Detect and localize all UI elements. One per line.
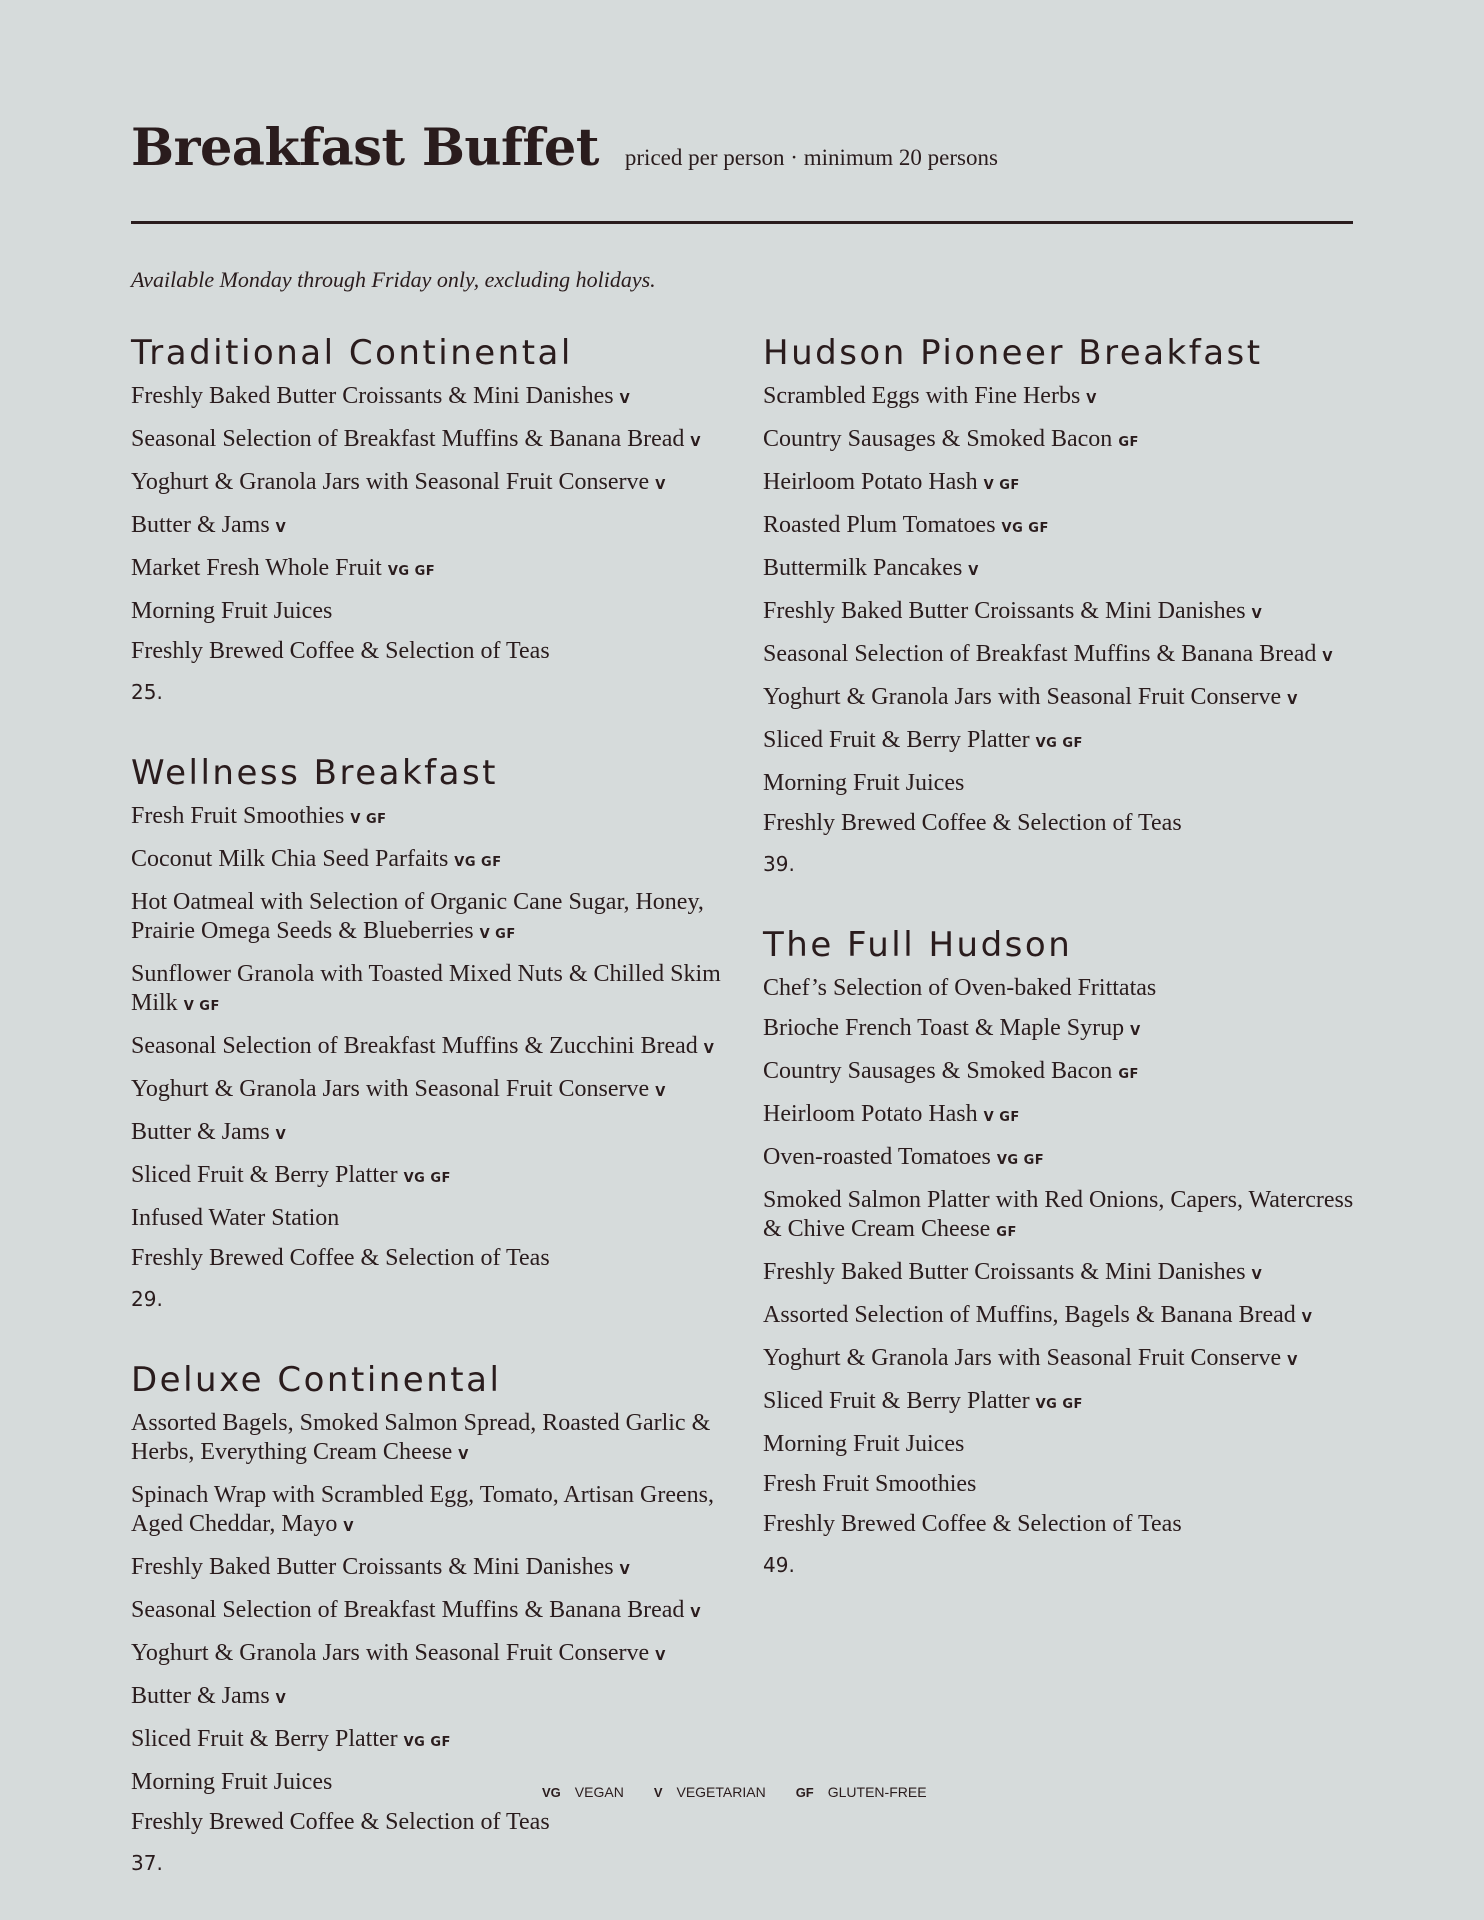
menu-item-name: Seasonal Selection of Breakfast Muffins & Zucchini Bread	[131, 1033, 698, 1059]
section-price: 37.	[131, 1851, 163, 1875]
menu-item	[131, 845, 731, 877]
menu-item-name: Heirloom Potato Hash	[763, 469, 978, 495]
menu-item-name: Sliced Fruit & Berry Platter	[131, 1162, 398, 1188]
availability-note: Available Monday through Friday only, excluding holidays.	[131, 267, 656, 292]
dietary-tag: V	[655, 1649, 666, 1664]
dietary-tag: V	[703, 1042, 715, 1057]
section-price: 39.	[763, 852, 795, 876]
dietary-tag: V	[275, 521, 287, 536]
menu-item-name: Freshly Baked Butter Croissants & Mini Danishes	[763, 1259, 1246, 1285]
menu-item-name: Spinach Wrap with Scrambled Egg, Tomato, Artisan Greens, Aged Cheddar, Mayo	[131, 1482, 715, 1537]
menu-item-name: Buttermilk Pancakes	[763, 555, 963, 581]
menu-item	[763, 511, 1363, 543]
dietary-tag: V GF	[183, 999, 220, 1014]
menu-item	[763, 974, 1363, 1003]
menu-item-name: Freshly Brewed Coffee & Selection of Teas	[131, 638, 550, 664]
menu-item	[131, 1075, 731, 1107]
section-title: Hudson Pioneer Breakfast	[763, 333, 1263, 373]
dietary-tag: V	[690, 435, 701, 450]
menu-item	[131, 802, 731, 834]
menu-item	[131, 888, 731, 949]
section-title: Deluxe Continental	[131, 1360, 502, 1400]
menu-item-name: Morning Fruit Juices	[131, 598, 333, 624]
section-price: 25.	[131, 680, 163, 704]
menu-item	[763, 1510, 1363, 1539]
dietary-tag: V	[1251, 607, 1263, 622]
dietary-tag: V	[1287, 693, 1298, 708]
menu-item	[131, 1596, 731, 1628]
menu-item-name: Brioche French Toast & Maple Syrup	[763, 1015, 1125, 1041]
menu-item-name: Morning Fruit Juices	[763, 1431, 965, 1457]
menu-item	[131, 960, 731, 1021]
menu-item-name: Smoked Salmon Platter with Red Onions, Capers, Watercress & Chive Cream Cheese	[763, 1187, 1354, 1242]
dietary-tag: VG GF	[996, 1153, 1045, 1168]
legend-label: GLUTEN-FREE	[827, 1784, 927, 1800]
dietary-tag: GF	[996, 1225, 1017, 1240]
menu-item	[763, 1430, 1363, 1459]
legend-code: V	[653, 1784, 663, 1800]
menu-item	[131, 1118, 731, 1150]
menu-item-name: Scrambled Eggs with Fine Herbs	[763, 383, 1081, 409]
legend-code: VG	[542, 1784, 561, 1800]
dietary-tag: V	[343, 1520, 354, 1535]
menu-item-name: Seasonal Selection of Breakfast Muffins & Banana Bread	[763, 641, 1317, 667]
menu-item-name: Chef’s Selection of Oven-baked Frittatas	[763, 975, 1157, 1001]
menu-item	[763, 1100, 1363, 1132]
legend-label: VEGETARIAN	[676, 1784, 766, 1800]
menu-item	[131, 1725, 731, 1757]
section-title: Traditional Continental	[131, 333, 573, 373]
menu-item-name: Butter & Jams	[131, 1683, 270, 1709]
menu-item-name: Assorted Selection of Muffins, Bagels & Banana Bread	[763, 1302, 1296, 1328]
menu-item-name: Fresh Fruit Smoothies	[763, 1471, 977, 1497]
page-header	[131, 118, 1353, 178]
menu-item-name: Sunflower Granola with Toasted Mixed Nuts & Chilled Skim Milk	[131, 961, 721, 1016]
menu-item-name: Country Sausages & Smoked Bacon	[763, 1058, 1113, 1084]
menu-item	[763, 1301, 1363, 1333]
menu-item	[763, 769, 1363, 798]
menu-item-name: Butter & Jams	[131, 1119, 270, 1145]
dietary-tag: VG GF	[403, 1735, 451, 1750]
menu-item-name: Seasonal Selection of Breakfast Muffins & Banana Bread	[131, 1597, 685, 1623]
menu-item-name: Coconut Milk Chia Seed Parfaits	[131, 846, 449, 872]
menu-item	[131, 1682, 731, 1714]
menu-item	[763, 1344, 1363, 1376]
dietary-tag: V	[655, 1085, 666, 1100]
dietary-tag: V	[1287, 1354, 1298, 1369]
menu-item	[763, 382, 1363, 414]
menu-item	[763, 425, 1363, 457]
menu-section	[131, 330, 731, 704]
menu-item-name: Yoghurt & Granola Jars with Seasonal Fruit Conserve	[131, 1076, 650, 1102]
page-subtitle: priced per person · minimum 20 persons	[624, 145, 998, 170]
dietary-tag: V	[1130, 1024, 1141, 1039]
menu-item	[763, 597, 1363, 629]
menu-item	[131, 425, 731, 457]
menu-item-name: Freshly Brewed Coffee & Selection of Teas	[131, 1809, 550, 1835]
menu-item	[131, 1553, 731, 1585]
menu-item-name: Freshly Baked Butter Croissants & Mini Danishes	[131, 383, 614, 409]
dietary-tag: V	[619, 1563, 631, 1578]
menu-item	[131, 1409, 731, 1470]
dietary-tag: V	[690, 1606, 701, 1621]
section-price: 29.	[131, 1287, 163, 1311]
menu-item-name: Seasonal Selection of Breakfast Muffins & Banana Bread	[131, 426, 685, 452]
menu-section	[763, 922, 1363, 1577]
menu-item	[763, 554, 1363, 586]
menu-item	[763, 809, 1363, 838]
menu-item-name: Hot Oatmeal with Selection of Organic Cane Sugar, Honey, Prairie Omega Seeds & Blueberries	[131, 889, 704, 944]
menu-item-name: Yoghurt & Granola Jars with Seasonal Fruit Conserve	[763, 684, 1282, 710]
menu-item	[763, 1143, 1363, 1175]
menu-item-name: Freshly Baked Butter Croissants & Mini Danishes	[131, 1554, 614, 1580]
dietary-tag: GF	[1118, 435, 1139, 450]
menu-item-name: Morning Fruit Juices	[763, 770, 965, 796]
header-divider	[131, 221, 1353, 224]
menu-item	[763, 1014, 1363, 1046]
menu-item	[131, 1244, 731, 1273]
dietary-tag: V	[619, 392, 631, 407]
menu-item-name: Assorted Bagels, Smoked Salmon Spread, Roasted Garlic & Herbs, Everything Cream Cheese	[131, 1410, 711, 1465]
menu-item	[763, 726, 1363, 758]
dietary-tag: GF	[1118, 1067, 1139, 1082]
menu-item	[131, 1204, 731, 1233]
menu-item-name: Morning Fruit Juices	[131, 1769, 333, 1795]
dietary-tag: VG GF	[1035, 1397, 1083, 1412]
page-title: Breakfast Buffet	[131, 118, 599, 178]
dietary-tag: VG GF	[403, 1171, 451, 1186]
menu-item-name: Sliced Fruit & Berry Platter	[763, 727, 1030, 753]
menu-item	[131, 637, 731, 666]
menu-item	[763, 1186, 1363, 1247]
menu-item-name: Infused Water Station	[131, 1205, 340, 1231]
legend-code: GF	[795, 1784, 814, 1800]
menu-item-name: Freshly Brewed Coffee & Selection of Teas	[763, 810, 1182, 836]
menu-item	[763, 1258, 1363, 1290]
menu-item	[131, 1808, 731, 1837]
menu-item-name: Yoghurt & Granola Jars with Seasonal Fruit Conserve	[131, 469, 650, 495]
menu-item	[131, 554, 731, 586]
menu-item	[131, 1161, 731, 1193]
dietary-tag: V	[1086, 392, 1097, 407]
dietary-tag: V	[1322, 650, 1333, 665]
menu-item-name: Butter & Jams	[131, 512, 270, 538]
dietary-tag: V GF	[479, 927, 516, 942]
dietary-tag: VG GF	[387, 564, 436, 579]
menu-item-name: Freshly Brewed Coffee & Selection of Teas	[131, 1245, 550, 1271]
menu-item-name: Oven-roasted Tomatoes	[763, 1144, 991, 1170]
menu-item-name: Freshly Baked Butter Croissants & Mini Danishes	[763, 598, 1246, 624]
menu-item	[131, 511, 731, 543]
menu-item-name: Fresh Fruit Smoothies	[131, 803, 345, 829]
menu-section	[763, 330, 1363, 876]
menu-item	[131, 1032, 731, 1064]
menu-item-name: Sliced Fruit & Berry Platter	[131, 1726, 398, 1752]
menu-item	[131, 468, 731, 500]
section-price: 49.	[763, 1553, 795, 1577]
menu-item	[131, 597, 731, 626]
menu-section	[131, 750, 731, 1311]
dietary-tag: V	[655, 478, 666, 493]
menu-item	[763, 1057, 1363, 1089]
dietary-tag: V GF	[983, 478, 1020, 493]
menu-item-name: Yoghurt & Granola Jars with Seasonal Fruit Conserve	[763, 1345, 1282, 1371]
dietary-legend	[542, 1784, 957, 1800]
menu-item	[763, 640, 1363, 672]
section-title: The Full Hudson	[763, 925, 1073, 965]
section-title: Wellness Breakfast	[131, 753, 498, 793]
menu-item	[763, 1387, 1363, 1419]
menu-item	[131, 1481, 731, 1542]
dietary-tag: VG GF	[454, 855, 502, 870]
menu-item-name: Freshly Brewed Coffee & Selection of Teas	[763, 1511, 1182, 1537]
menu-item	[763, 683, 1363, 715]
right-column	[763, 330, 1363, 1623]
menu-item-name: Yoghurt & Granola Jars with Seasonal Fruit Conserve	[131, 1640, 650, 1666]
dietary-tag: V	[968, 564, 979, 579]
dietary-tag: V GF	[983, 1110, 1020, 1125]
dietary-tag: V	[275, 1128, 287, 1143]
menu-item-name: Market Fresh Whole Fruit	[131, 555, 382, 581]
menu-item-name: Heirloom Potato Hash	[763, 1101, 978, 1127]
dietary-tag: V	[1301, 1311, 1313, 1326]
dietary-tag: V GF	[350, 812, 387, 827]
menu-item-name: Sliced Fruit & Berry Platter	[763, 1388, 1030, 1414]
left-column	[131, 330, 731, 1920]
dietary-tag: VG GF	[1035, 736, 1083, 751]
legend-label: VEGAN	[574, 1784, 624, 1800]
dietary-tag: V	[275, 1692, 287, 1707]
menu-item	[763, 1470, 1363, 1499]
menu-item-name: Roasted Plum Tomatoes	[763, 512, 996, 538]
menu-item	[763, 468, 1363, 500]
menu-item	[131, 382, 731, 414]
dietary-tag: V	[458, 1448, 469, 1463]
dietary-tag: VG GF	[1001, 521, 1049, 536]
menu-item	[131, 1639, 731, 1671]
dietary-tag: V	[1251, 1268, 1263, 1283]
menu-item-name: Country Sausages & Smoked Bacon	[763, 426, 1113, 452]
